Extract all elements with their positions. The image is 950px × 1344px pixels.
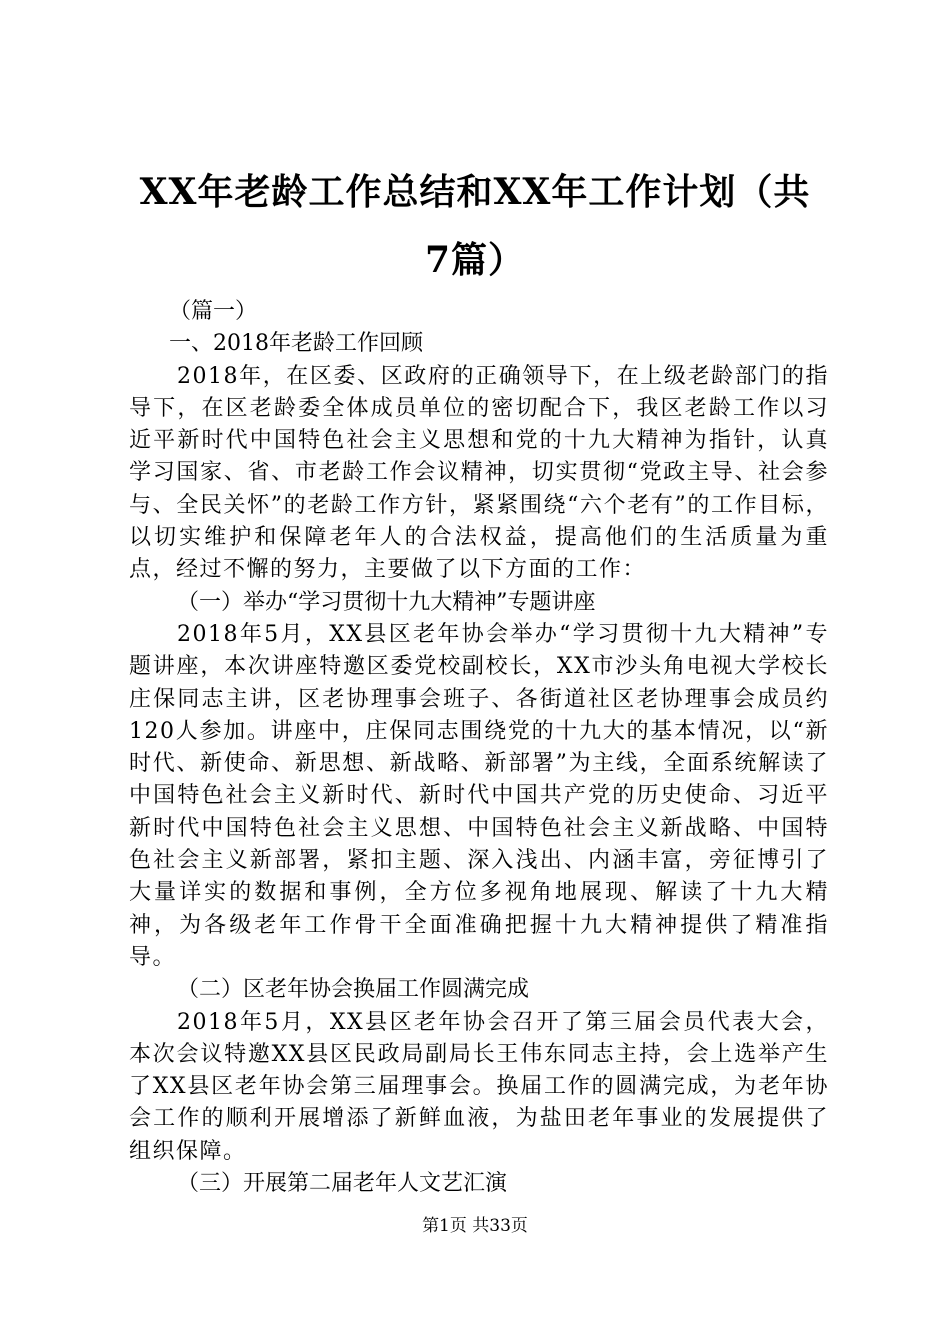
paragraph-intro: 2018年，在区委、区政府的正确领导下，在上级老龄部门的指导下，在区老龄委全体成员单位的密切配合下，我区老龄工作以习近平新时代中国特色社会主义思想和党的十九大精神为指针，认真学习国家、省、市老龄工作会议精神，切实贯彻“党政主导、社会参与、全民关怀”的老龄工作方针，紧紧围绕“六个老有”的工作目标，以切实维护和保障老年人的合法权益，提高他们的生活质量为重点，经过不懈的努力，主要做了以下方面的工作： [129,363,829,583]
document-title: XX年老龄工作总结和XX年工作计划（共7篇） [139,171,811,281]
subheading-3: （三）开展第二届老年人文艺汇演 [177,1171,508,1197]
subheading-1: （一）举办“学习贯彻十九大精神”专题讲座 [177,589,596,615]
document-body [129,296,829,1200]
paragraph-election: 2018年5月，XX县区老年协会召开了第三届会员代表大会，本次会议特邀XX县区民政局副局长王伟东同志主持，会上选举产生了XX县区老年协会第三届理事会。换届工作的圆满完成，为老年协会工作的顺利开展增添了新鲜血液，为盐田老年事业的发展提供了组织保障。 [129,1009,829,1164]
section-heading: 一、2018年老龄工作回顾 [169,331,423,357]
chapter-label: （篇一） [169,299,258,324]
subheading-2: （二）区老年协会换届工作圆满完成 [177,977,530,1003]
paragraph-lecture: 2018年5月，XX县区老年协会举办“学习贯彻十九大精神”专题讲座，本次讲座特邀区委党校副校长，XX市沙头角电视大学校长庄保同志主讲，区老协理事会班子、各街道社区老协理事会成员约120人参加。讲座中，庄保同志围绕党的十九大的基本情况，以“新时代、新使命、新思想、新战略、新部署”为主线，全面系统解读了中国特色社会主义新时代、新时代中国共产党的历史使命、习近平新时代中国特色社会主义思想、中国特色社会主义新战略、中国特色社会主义新部署，紧扣主题、深入浅出、内涵丰富，旁征博引了大量详实的数据和事例，全方位多视角地展现、解读了十九大精神，为各级老年工作骨干全面准确把握十九大精神提供了精准指导。 [129,621,829,970]
page-number: 第1页 共33页 [422,1216,528,1236]
